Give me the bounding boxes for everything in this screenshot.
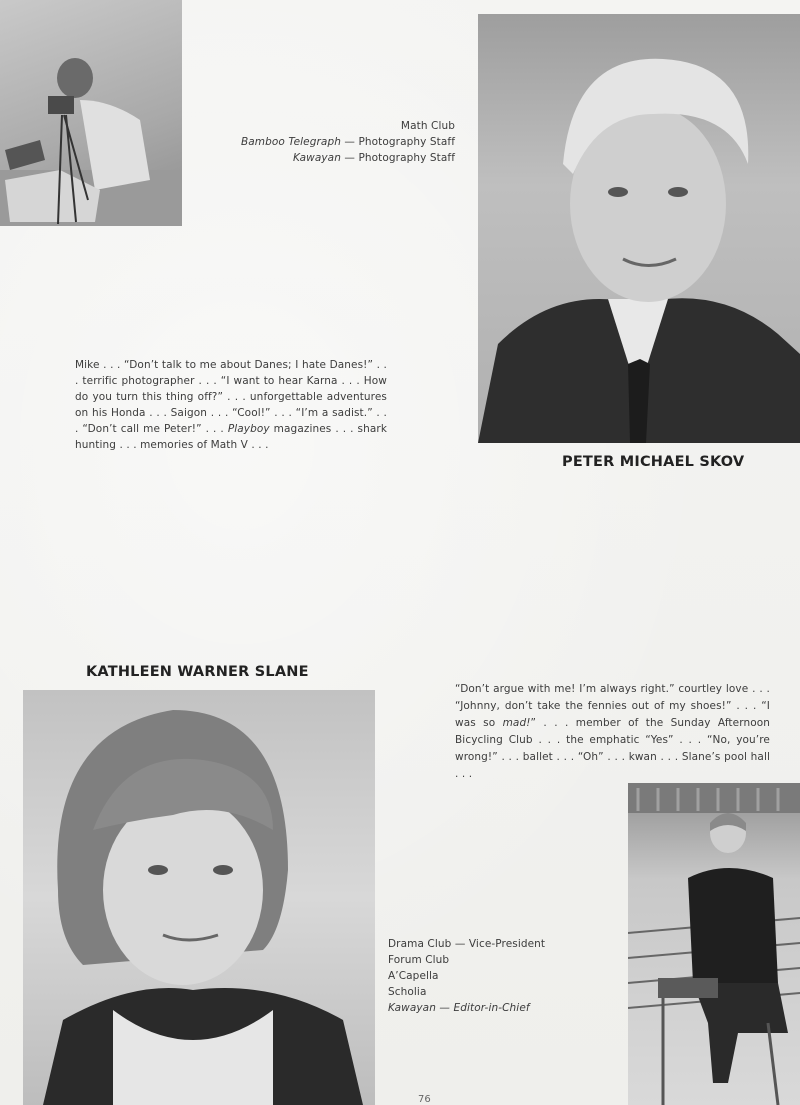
activity-item: Math Club xyxy=(400,120,455,132)
activity-item: Kawayan — Editor-in-Chief xyxy=(388,1002,530,1014)
quote-slane: “Don’t argue with me! I’m always right.” courtley love . . . “Johnny, don’t take the fennies out of my shoes!” . . . “I was so mad!” . . . member of the Sunday Afternoon Bicycling Club . . . the emphatic “Yes” . . . “No, you’re wrong!” . . . ballet . . . “Oh” . . . kwan . . . Slane’s pool hall . . . xyxy=(455,683,770,780)
activity-item: Drama Club — Vice-President xyxy=(388,938,546,950)
activity-item: A’Capella xyxy=(388,970,439,982)
activities-list-slane xyxy=(388,936,618,1016)
activity-item: Forum Club xyxy=(388,954,450,966)
portrait-photo-slane xyxy=(23,690,375,1105)
page-number: 76 xyxy=(418,1094,431,1105)
activity-item: Kawayan — Photography Staff xyxy=(292,152,455,164)
activity-item: Scholia xyxy=(388,986,427,998)
activities-list-skov xyxy=(190,118,455,166)
quote-skov: Mike . . . “Don’t talk to me about Danes; I hate Danes!” . . . terrific photographer . . . “I want to hear Karna . . . How do you turn this thing off?” . . . unforgettable adventures on his Honda . . . Saigon . . . “Cool!” . . . “I’m a sadist.” . . . “Don’t call me Peter!” . . . Playboy magazines . . . shark hunting . . . memories of Math V . . . xyxy=(75,359,387,451)
candid-photo-bleachers xyxy=(628,783,800,1105)
candid-photo-photographer xyxy=(0,0,182,226)
student-name-skov: PETER MICHAEL SKOV xyxy=(562,454,745,470)
activity-item: Bamboo Telegraph — Photography Staff xyxy=(240,136,455,148)
student-name-slane: KATHLEEN WARNER SLANE xyxy=(86,664,309,680)
portrait-photo-skov xyxy=(478,14,800,443)
